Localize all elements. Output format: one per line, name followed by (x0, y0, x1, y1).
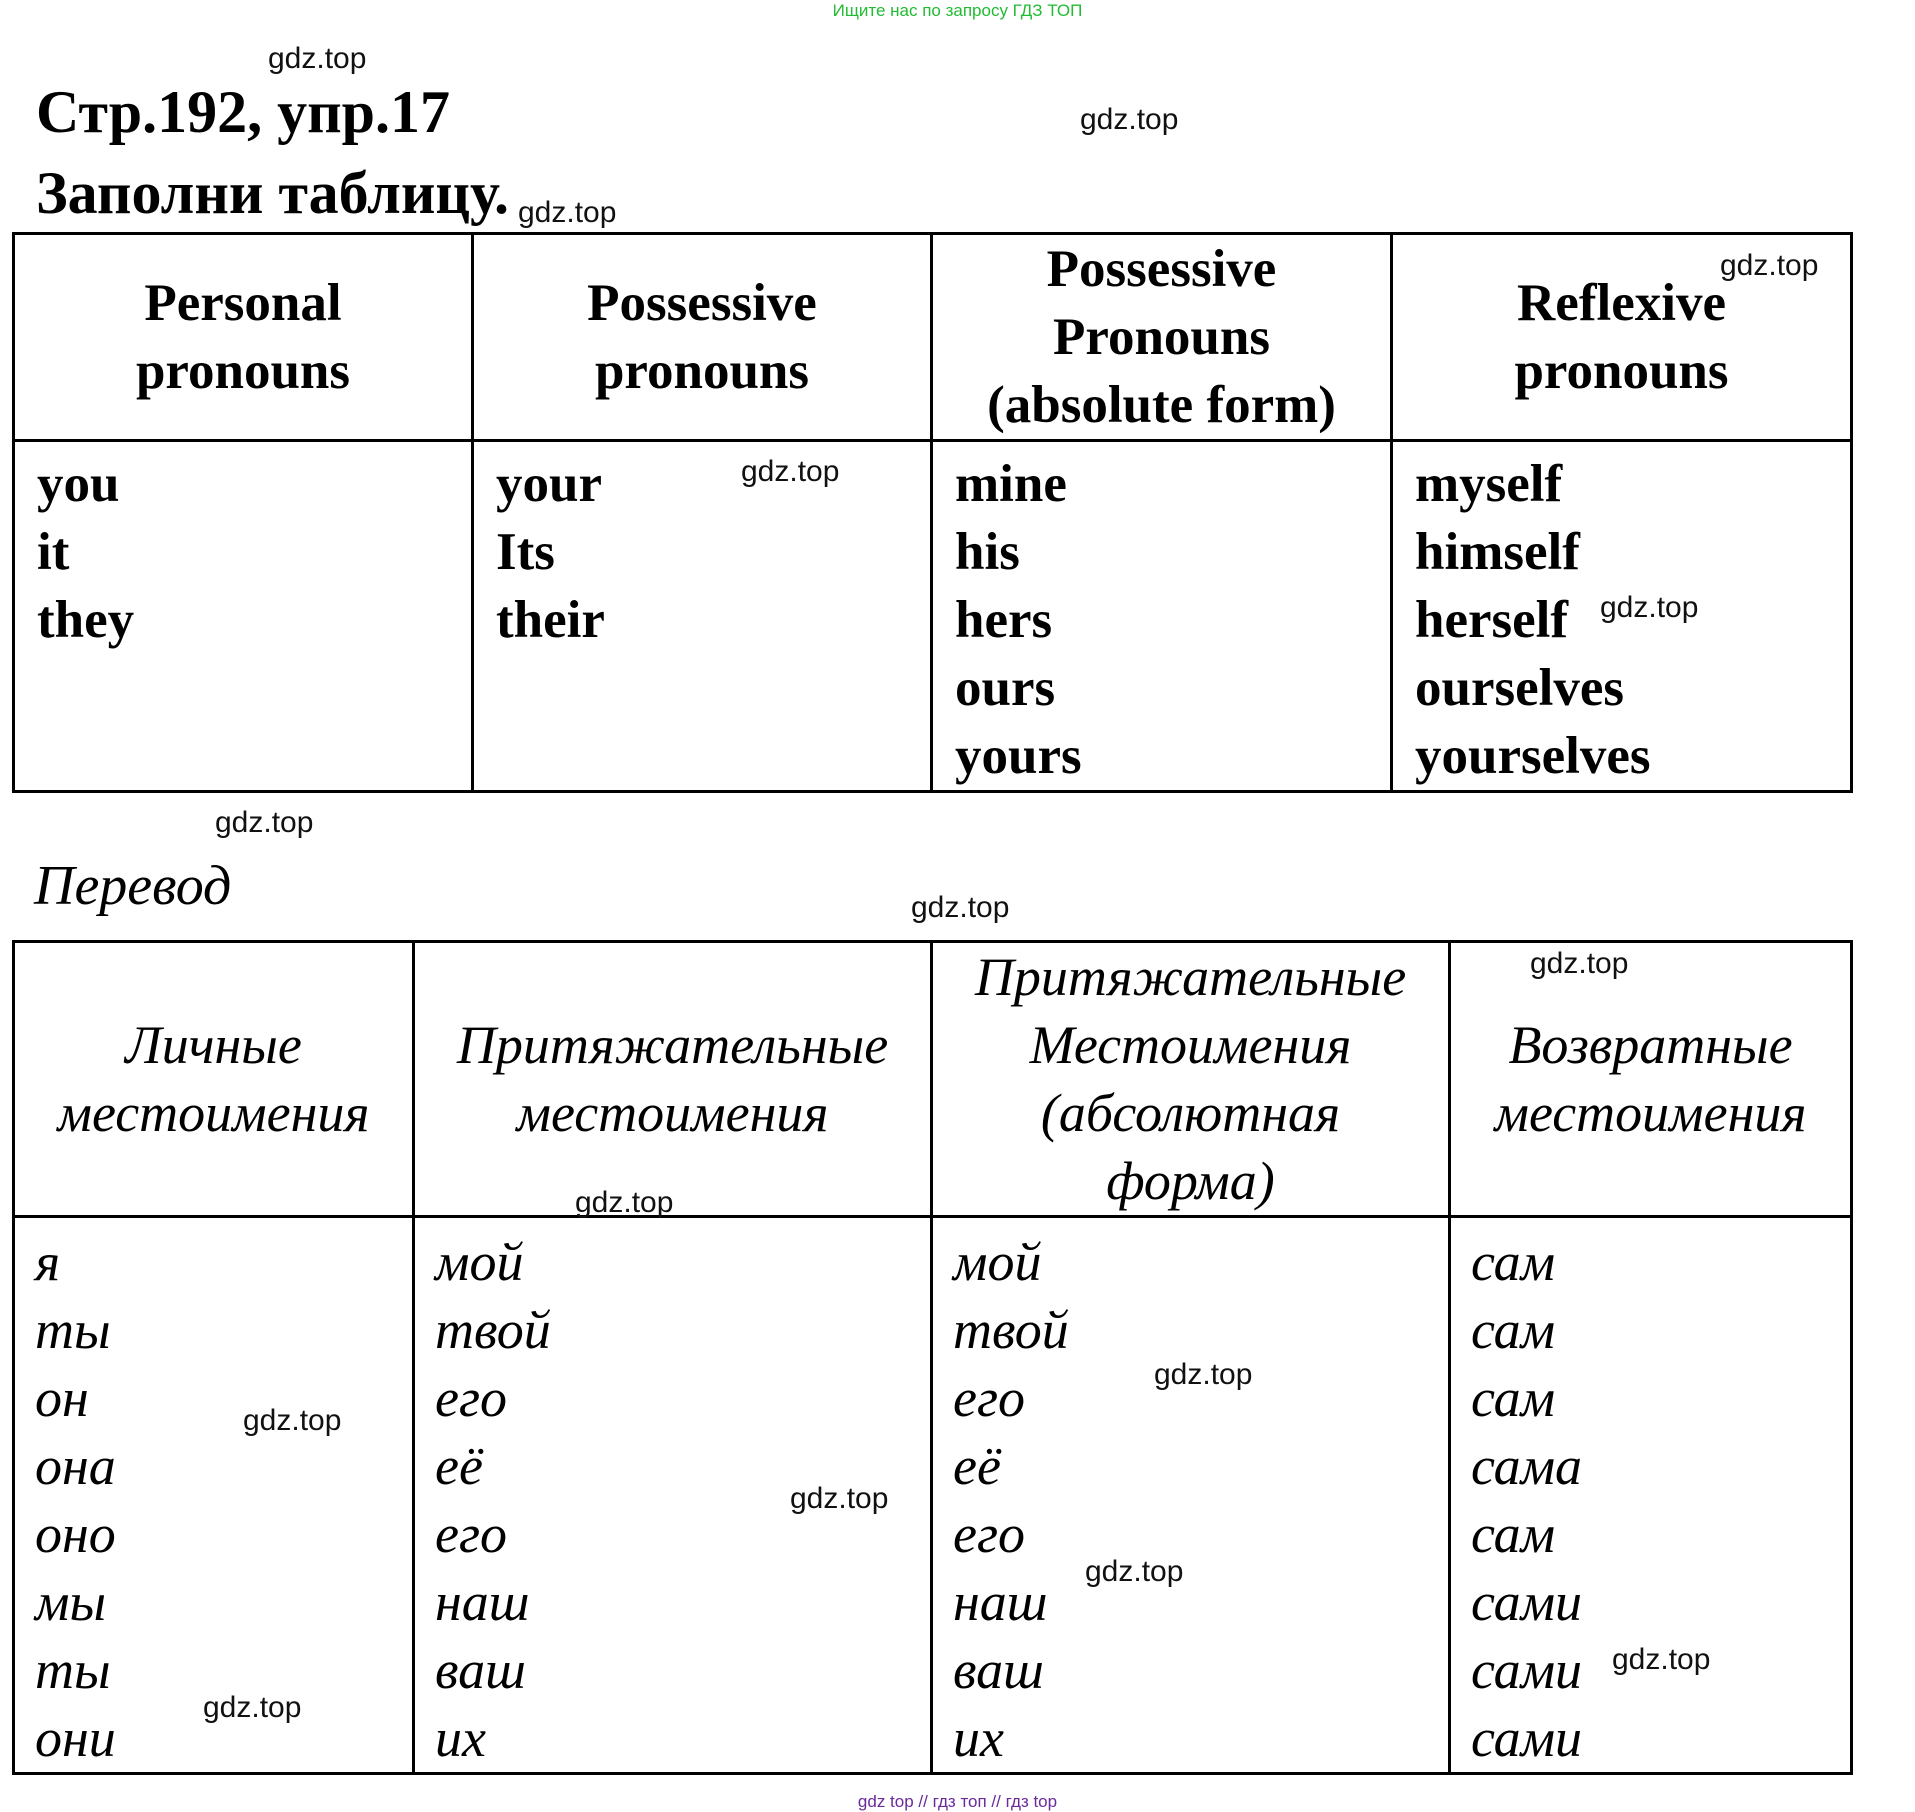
watermark: gdz.top (1612, 1643, 1711, 1676)
header-possessive-absolute-ru: Притяжательные Местоимения (абсолютная форма) (932, 942, 1450, 1217)
header-possessive-absolute: Possessive Pronouns (absolute form) (932, 234, 1392, 441)
watermark: gdz.top (1720, 249, 1819, 282)
header-personal-pronouns: Personal pronouns (14, 234, 473, 441)
watermark: gdz.top (1085, 1555, 1184, 1588)
russian-pronouns-table (12, 940, 1853, 1775)
watermark: gdz.top (741, 455, 840, 488)
russian-body-row (14, 1217, 1852, 1774)
header-possessive-ru: Притяжательные местоимения (414, 942, 932, 1217)
reflexive-pronouns-ru-cell: сам сам сам сама сам сами сами сами (1450, 1217, 1852, 1774)
header-reflexive-pronouns: Reflexive pronouns (1392, 234, 1852, 441)
watermark: gdz.top (911, 891, 1010, 924)
english-header-row (14, 234, 1852, 441)
watermark: gdz.top (1600, 591, 1699, 624)
watermark: gdz.top (575, 1186, 674, 1219)
watermark: gdz.top (1530, 947, 1629, 980)
english-pronouns-table (12, 232, 1853, 793)
top-banner: Ищите нас по запросу ГДЗ ТОП (832, 1, 1083, 20)
possessive-absolute-cell: mine his hers ours yours (932, 441, 1392, 792)
personal-pronouns-cell: you it they (14, 441, 473, 792)
header-reflexive-ru: Возвратные местоимения (1450, 942, 1852, 1217)
page-title: Стр.192, упр.17 (36, 79, 451, 145)
header-personal-ru: Личные местоимения (14, 942, 414, 1217)
watermark: gdz.top (518, 196, 617, 229)
russian-header-row (14, 942, 1852, 1217)
english-body-row (14, 441, 1852, 792)
watermark: gdz.top (1154, 1358, 1253, 1391)
personal-pronouns-ru-cell: я ты он она оно мы ты они (14, 1217, 414, 1774)
reflexive-pronouns-cell: myself himself herself ourselves yourselves (1392, 441, 1852, 792)
footer-links: gdz top // гдз топ // гдз top (857, 1792, 1058, 1811)
translation-label: Перевод (34, 855, 232, 917)
watermark: gdz.top (268, 42, 367, 75)
header-possessive-pronouns: Possessive pronouns (473, 234, 932, 441)
possessive-pronouns-ru-cell: мой твой его её его наш ваш их (414, 1217, 932, 1774)
watermark: gdz.top (790, 1482, 889, 1515)
watermark: gdz.top (215, 806, 314, 839)
possessive-pronouns-cell: your Its their (473, 441, 932, 792)
watermark: gdz.top (243, 1404, 342, 1437)
possessive-absolute-ru-cell: мой твой его её его наш ваш их (932, 1217, 1450, 1774)
watermark: gdz.top (203, 1691, 302, 1724)
watermark: gdz.top (1080, 103, 1179, 136)
task-instruction: Заполни таблицу. (36, 160, 509, 226)
